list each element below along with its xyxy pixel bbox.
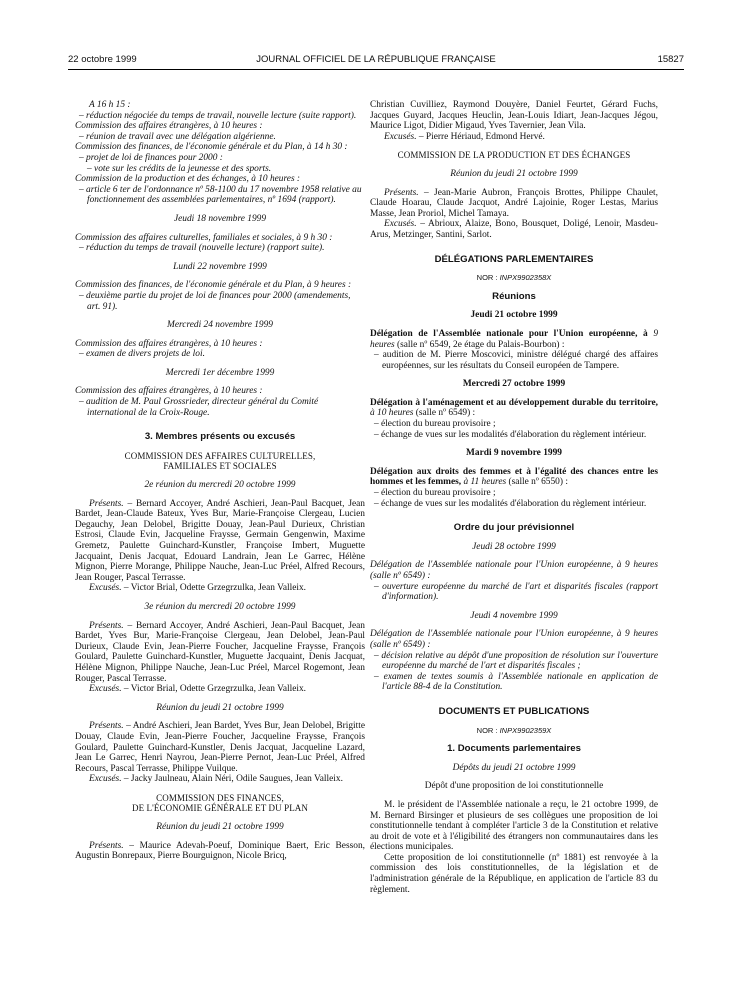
agenda-item: – réunion de travail avec une délégation algérienne.: [79, 131, 276, 142]
delegation-entry: Délégation de l'Assemblée nationale pour l'Union européenne, à 9 heures (salle nº 6549) :: [370, 629, 658, 650]
section-heading: Ordre du jour prévisionnel: [453, 522, 575, 534]
attendance-present: Présents. – Maurice Adevah-Poeuf, Dominique Baert, Eric Besson, Augustin Bonrepaux, Pierre Bourguignon, Nicole Bricq,: [75, 840, 365, 862]
commission-title: COMMISSION DE LA PRODUCTION ET DES ÉCHANGES: [397, 150, 631, 161]
attendance-excused: Excusés. – Abrioux, Alaize, Bono, Bousquet, Doligé, Lenoir, Masdeu-Arus, Metzinger, Santini, Sarlot.: [370, 219, 658, 240]
body-paragraph: M. le président de l'Assemblée nationale a reçu, le 21 octobre 1999, de M. Bernard Birsinger et plusieurs de ses collègues une proposition de loi constitutionnelle tendant à compléter l'article 3 de la Constitution et relative au droit de vote et à l'éligibilité des étrangers non communautaires dans les élections municipales.: [370, 799, 658, 853]
commission-heading: Commission des finances, de l'économie générale et du Plan, à 9 heures :: [75, 280, 352, 291]
date-heading: Mercredi 1er décembre 1999: [165, 367, 275, 378]
agenda-item: – décision relative au dépôt d'une proposition de résolution sur l'ouverture européenne du marché de l'art et disparités fiscales ;: [374, 650, 658, 672]
commission-title: FAMILIALES ET SOCIALES: [163, 461, 277, 472]
agenda-item: – échange de vues sur les modalités d'élaboration du règlement intérieur.: [374, 429, 647, 440]
agenda-item: – élection du bureau provisoire ;: [374, 488, 496, 499]
attendance-excused: Excusés. – Victor Brial, Odette Grzegrzulka, Jean Valleix.: [89, 583, 306, 594]
agenda-item: – audition de M. Paul Grossrieder, directeur général du Comité international de la Croix-Rouge.: [79, 397, 319, 418]
attendance-excused: Excusés. – Victor Brial, Odette Grzegrzulka, Jean Valleix.: [89, 684, 306, 695]
commission-title: COMMISSION DES FINANCES,: [156, 792, 284, 803]
date-heading: Lundi 22 novembre 1999: [173, 261, 267, 272]
delegation-entry: Délégation de l'Assemblée nationale pour l'Union européenne, à 9 heures (salle nº 6549) :: [370, 560, 658, 581]
attendance-present: Présents. – André Aschieri, Jean Bardet, Yves Bur, Jean Delobel, Brigitte Douay, Claude Evin, Jean-Pierre Foucher, Jacqueline Fraysse, François Goulard, Paulette Guinchard-Kunstler, Denis Jacquat, Jacqueline Lazard, Jean Le Garrec, Henri Nayrou, Jean-Pierre Pernot, Jean-Luc Préel, Alfred Recours, Pascal Terrasse, Philippe Vuilque.: [75, 721, 365, 774]
body-paragraph: Cette proposition de loi constitutionnelle (nº 1881) est renvoyée à la commission des lois constitutionnelles, de la législation et de l'administration générale de la République, en application de l'article 83 du règlement.: [370, 852, 658, 895]
section-heading: DOCUMENTS ET PUBLICATIONS: [438, 705, 590, 717]
agenda-item: – examen de divers projets de loi.: [79, 349, 205, 360]
commission-heading: Commission des affaires étrangères, à 10 heures :: [75, 386, 263, 397]
section-heading: 3. Membres présents ou excusés: [144, 431, 296, 443]
deposit-title: Dépôt d'une proposition de loi constitutionnelle: [424, 781, 604, 792]
agenda-subitem: – vote sur les crédits de la jeunesse et des sports.: [87, 163, 272, 174]
nor-reference: NOR : INPX9902359X: [476, 725, 552, 735]
delegation-entry: Délégation aux droits des femmes et à l'égalité des chances entre les hommes et les femmes, à 11 heures (salle nº 6550) :: [370, 466, 658, 488]
commission-heading: Commission des affaires étrangères, à 10 heures :: [75, 338, 263, 349]
date-heading: Jeudi 18 novembre 1999: [173, 213, 267, 224]
agenda-item: – réduction du temps de travail (nouvelle lecture) (rapport suite).: [79, 243, 325, 254]
attendance-excused: Excusés. – Jacky Jaulneau, Alain Néri, Odile Saugues, Jean Valleix.: [89, 774, 343, 785]
agenda-item: – article 6 ter de l'ordonnance nº 58-1100 du 17 novembre 1958 relative au fonctionnement des assemblées parlementaires, nº 1694 (rapport).: [79, 184, 362, 206]
left-column: [75, 100, 365, 862]
header-journal-title: JOURNAL OFFICIEL DE LA RÉPUBLIQUE FRANÇAISE: [256, 54, 496, 65]
agenda-time: A 16 h 15 :: [89, 100, 131, 110]
commission-heading: Commission des affaires étrangères, à 10 heures :: [75, 121, 263, 132]
agenda-item: – réduction négociée du temps de travail, nouvelle lecture (suite rapport).: [79, 110, 357, 121]
meeting-heading: 3e réunion du mercredi 20 octobre 1999: [144, 601, 296, 612]
delegation-entry: Délégation à l'aménagement et au développement durable du territoire, à 10 heures (salle nº 6549) :: [370, 397, 658, 419]
attendance-present: Présents. – Bernard Accoyer, André Aschieri, Jean-Paul Bacquet, Jean Bardet, Yves Bur, Marie-Françoise Clergeau, Jean Delobel, Jean-Paul Durieux, Claude Evin, Jean-Pierre Foucher, Jacqueline Fraysse, François Goulard, Paulette Guinchard-Kunstler, Muguette Jacquaint, Denis Jacquat, Hélène Mignon, Philippe Nauche, Jean-Luc Préel, Marcel Rogemont, Jean Rouger, Pascal Terrasse.: [75, 620, 365, 684]
commission-title: DE L'ÉCONOMIE GÉNÉRALE ET DU PLAN: [132, 803, 308, 814]
commission-heading: Commission des affaires culturelles, familiales et sociales, à 9 h 30 :: [75, 232, 333, 243]
attendance-present: Présents. – Bernard Accoyer, André Aschieri, Jean-Paul Bacquet, Jean Bardet, Jean-Claude Bateux, Yves Bur, Marie-Françoise Clergeau, Lucien Degauchy, Jean Delobel, Brigitte Douay, Jean-Paul Durieux, Christian Estrosi, Claude Evin, Jacqueline Fraysse, Germain Gengenwin, Maxime Gremetz, Paulette Guinchard-Kunstler, Françoise Imbert, Muguette Jacquaint, Denis Jacquat, Edouard Landrain, Jean Le Garrec, Hélène Mignon, Pierre Morange, Philippe Nauche, Jean-Luc Préel, Alfred Recours, Jean Rouger, Pascal Terrasse.: [75, 498, 365, 583]
header-page-number: 15827: [657, 54, 684, 65]
page-header: [68, 54, 684, 68]
header-rule: [68, 69, 684, 70]
agenda-item: – audition de M. Pierre Moscovici, ministre délégué chargé des affaires européennes, sur les résultats du Conseil européen de Tampere.: [374, 350, 658, 371]
right-column: [370, 100, 658, 895]
agenda-item: – élection du bureau provisoire ;: [374, 419, 496, 430]
commission-title: COMMISSION DES AFFAIRES CULTURELLES,: [124, 450, 316, 461]
agenda-item: – projet de loi de finances pour 2000 :: [79, 152, 223, 163]
agenda-item: – examen de textes soumis à l'Assemblée nationale en application de l'article 88-4 de la Constitution.: [374, 671, 658, 693]
header-date: 22 octobre 1999: [68, 54, 137, 65]
date-heading: Dépôts du jeudi 21 octobre 1999: [452, 762, 576, 773]
nor-reference: NOR : INPX9902358X: [476, 273, 552, 283]
attendance-present: Présents. – Jean-Marie Aubron, François Brottes, Philippe Chaulet, Claude Hoarau, Claude Jacquot, André Lajoinie, Roger Lestas, Marius Masse, Jean Proriol, Michel Tamaya.: [370, 187, 658, 219]
meeting-heading: Réunion du jeudi 21 octobre 1999: [156, 702, 284, 713]
subsection-heading: Réunions: [492, 290, 536, 302]
date-heading: Mardi 9 novembre 1999: [466, 448, 562, 459]
meeting-heading: Réunion du jeudi 21 octobre 1999: [156, 822, 284, 833]
date-heading: Mercredi 24 novembre 1999: [167, 320, 273, 331]
commission-heading: Commission des finances, de l'économie générale et du Plan, à 14 h 30 :: [75, 142, 348, 153]
meeting-heading: Réunion du jeudi 21 octobre 1999: [450, 168, 578, 179]
subsection-heading: 1. Documents parlementaires: [447, 743, 581, 755]
agenda-item: – ouverture européenne du marché de l'art et disparités fiscales (rapport d'information).: [374, 581, 658, 603]
attendance-continued: Christian Cuvilliez, Raymond Douyère, Daniel Feurtet, Gérard Fuchs, Jacques Guyard, Jacques Heuclin, Jean-Louis Idiart, Jean-Jacques Jégou, Maurice Ligot, Didier Migaud, Yves Tavernier, Jean Vila.: [370, 100, 658, 132]
agenda-item: – échange de vues sur les modalités d'élaboration du règlement intérieur.: [374, 498, 647, 509]
date-heading: Jeudi 4 novembre 1999: [470, 610, 558, 621]
date-heading: Mercredi 27 octobre 1999: [462, 379, 566, 390]
section-heading: DÉLÉGATIONS PARLEMENTAIRES: [434, 253, 594, 265]
meeting-heading: 2e réunion du mercredi 20 octobre 1999: [144, 480, 296, 491]
date-heading: Jeudi 28 octobre 1999: [472, 541, 556, 552]
date-heading: Jeudi 21 octobre 1999: [470, 310, 558, 321]
commission-heading: Commission de la production et des échanges, à 10 heures :: [75, 174, 301, 185]
delegation-entry: Délégation de l'Assemblée nationale pour l'Union européenne, à 9 heures (salle nº 6549, 2e étage du Palais-Bourbon) :: [370, 328, 658, 350]
attendance-excused: Excusés. – Pierre Hériaud, Edmond Hervé.: [384, 131, 545, 142]
agenda-item: – deuxième partie du projet de loi de finances pour 2000 (amendements, art. 91).: [79, 290, 351, 312]
